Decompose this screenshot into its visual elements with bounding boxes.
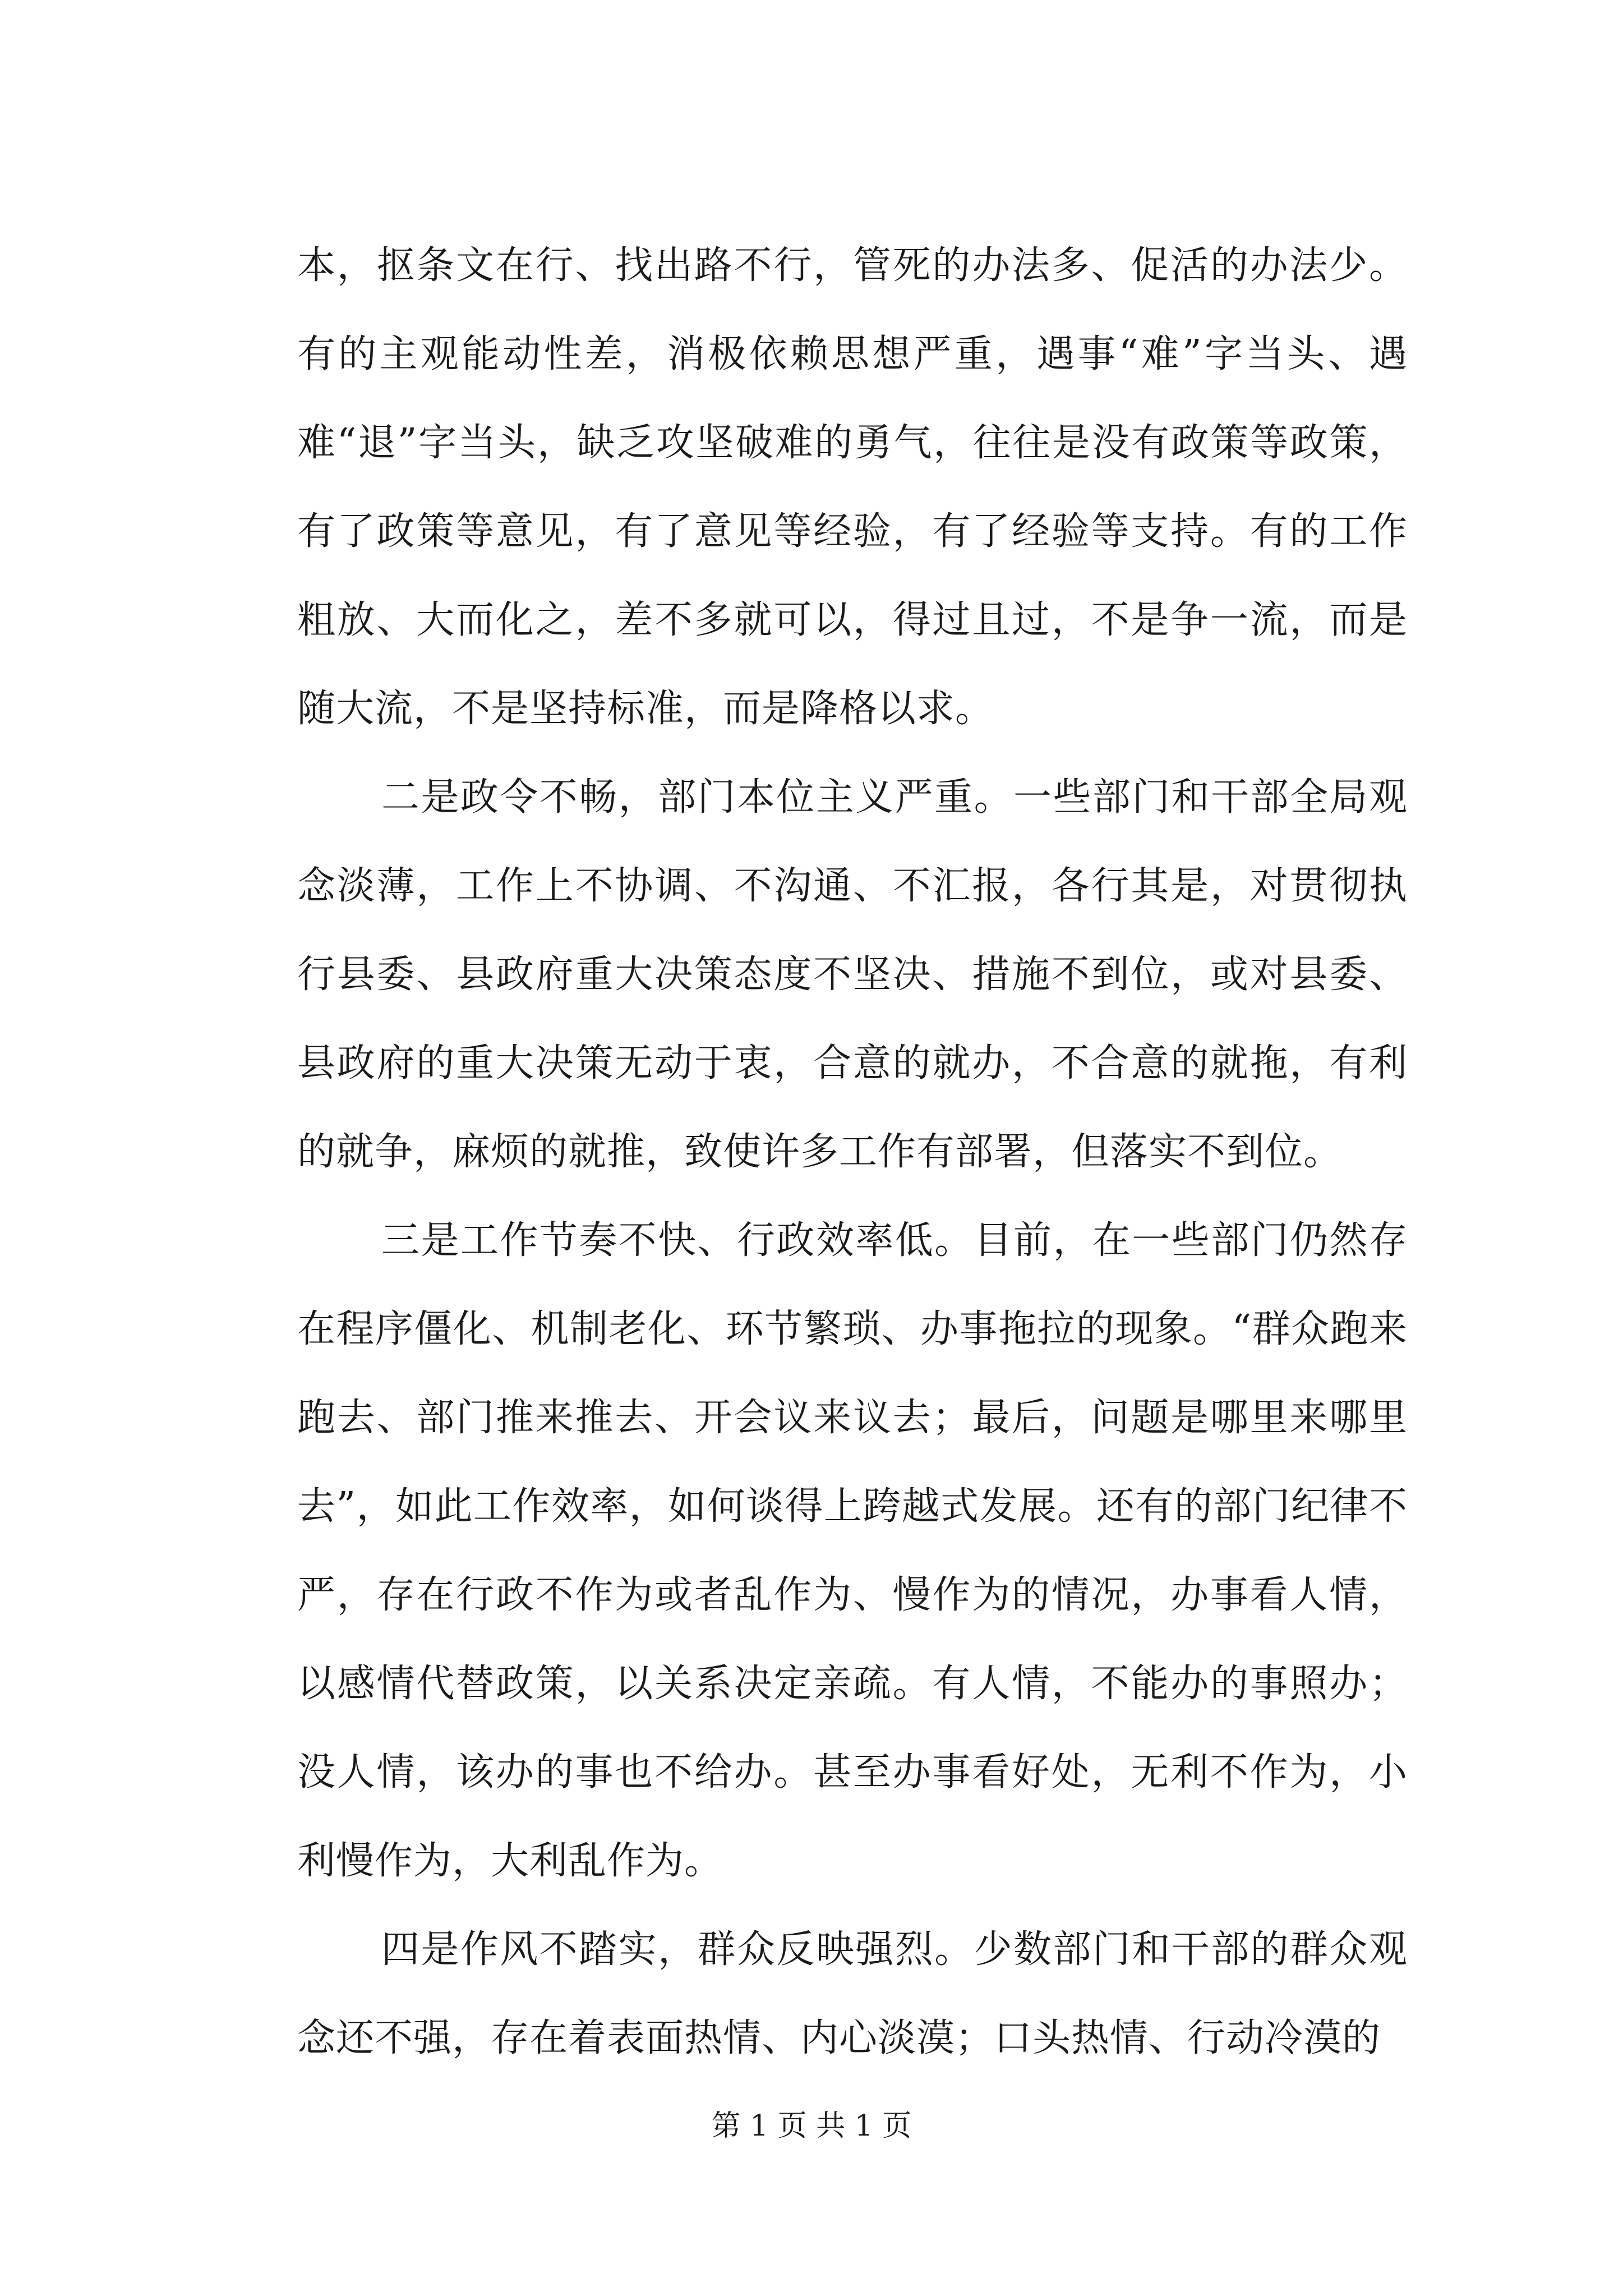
paragraph-two: 二是政令不畅，部门本位主义严重。一些部门和干部全局观念淡薄，工作上不协调、不沟通、不汇报，各行其是，对贯彻执行县委、县政府重大决策态度不坚决、措施不到位，或对县委、县政府的重大决策无动于衷，合意的就办，不合意的就拖，有利的就争，麻烦的就推，致使许多工作有部署，但落实不到位。 <box>297 775 1408 1174</box>
paragraph-three: 三是工作节奏不快、行政效率低。目前，在一些部门仍然存在程序僵化、机制老化、环节繁琐、办事拖拉的现象。“群众跑来跑去、部门推来推去、开会议来议去；最后，问题是哪里来哪里去”，如此工作效率，如何谈得上跨越式发展。还有的部门纪律不严，存在行政不作为或者乱作为、慢作为的情况，办事看人情，以感情代替政策，以关系决定亲疏。有人情，不能办的事照办；没人情，该办的事也不给办。甚至办事看好处，无利不作为，小利慢作为，大利乱作为。 <box>297 1218 1408 1883</box>
document-body <box>297 222 1408 2083</box>
paragraph-four: 四是作风不踏实，群众反映强烈。少数部门和干部的群众观念还不强，存在着表面热情、内心淡漠；口头热情、行动冷漠的 <box>297 1927 1408 2060</box>
page-footer: 第 1 页 共 1 页 <box>711 2109 912 2143</box>
paragraph-continuation: 本，抠条文在行、找出路不行，管死的办法多、促活的办法少。有的主观能动性差，消极依赖思想严重，遇事“难”字当头、遇难“退”字当头，缺乏攻坚破难的勇气，往往是没有政策等政策，有了政策等意见，有了意见等经验，有了经验等支持。有的工作粗放、大而化之，差不多就可以，得过且过，不是争一流，而是随大流，不是坚持标准，而是降格以求。 <box>297 243 1408 731</box>
